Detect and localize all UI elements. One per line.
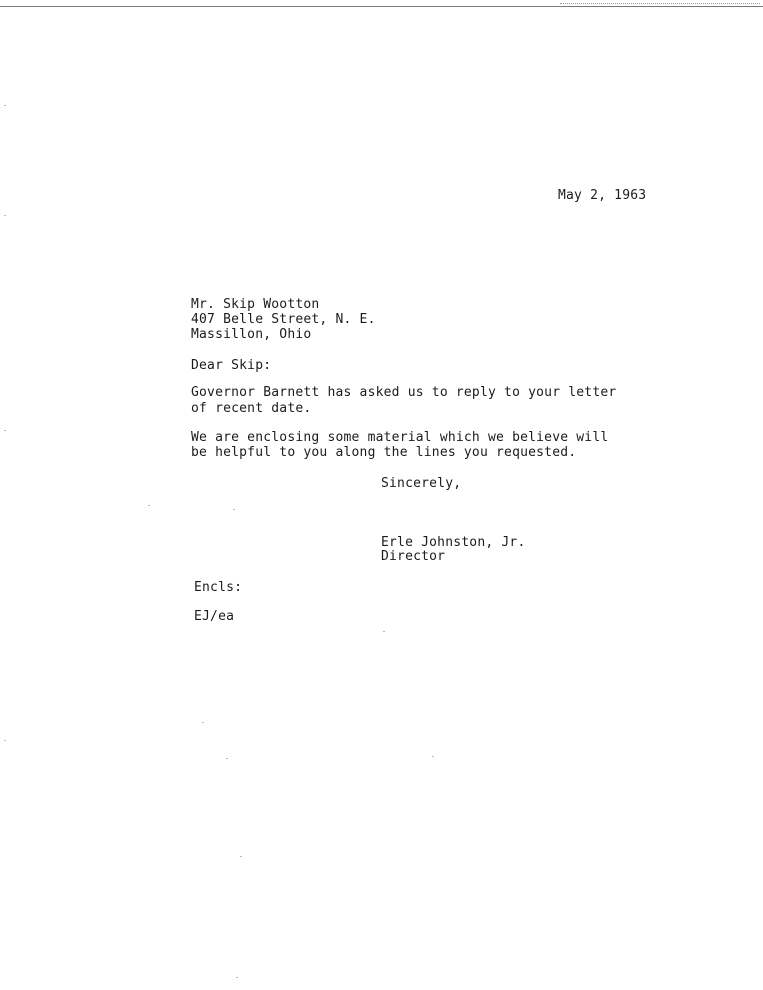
paragraph-2-line-1: We are enclosing some material which we believe will xyxy=(191,430,609,445)
paragraph-1-line-1: Governor Barnett has asked us to reply to your letter xyxy=(191,385,617,400)
top-edge-rule xyxy=(0,6,763,7)
scan-speck xyxy=(4,215,6,216)
reference-initials: EJ/ea xyxy=(194,609,235,624)
scan-speck xyxy=(383,631,385,632)
closing: Sincerely, xyxy=(381,476,462,491)
top-edge-scan-mark xyxy=(560,3,760,5)
scan-speck xyxy=(432,756,434,757)
recipient-city: Massillon, Ohio xyxy=(191,327,312,342)
scan-speck xyxy=(226,758,228,759)
signer-name: Erle Johnston, Jr. xyxy=(381,535,526,550)
signer-title: Director xyxy=(381,549,446,564)
scan-speck xyxy=(202,722,204,723)
enclosure-notation: Encls: xyxy=(194,580,243,595)
letter-date: May 2, 1963 xyxy=(558,188,647,203)
scan-speck xyxy=(233,509,235,510)
scan-speck xyxy=(236,977,238,978)
scan-speck xyxy=(4,740,6,741)
paragraph-1-line-2: of recent date. xyxy=(191,401,312,416)
recipient-street: 407 Belle Street, N. E. xyxy=(191,312,376,327)
scan-speck xyxy=(4,430,6,431)
salutation: Dear Skip: xyxy=(191,358,272,373)
scan-speck xyxy=(148,505,150,506)
scan-speck xyxy=(4,105,6,106)
scan-speck xyxy=(240,856,242,857)
paragraph-2-line-2: be helpful to you along the lines you requested. xyxy=(191,445,577,460)
recipient-name: Mr. Skip Wootton xyxy=(191,297,320,312)
